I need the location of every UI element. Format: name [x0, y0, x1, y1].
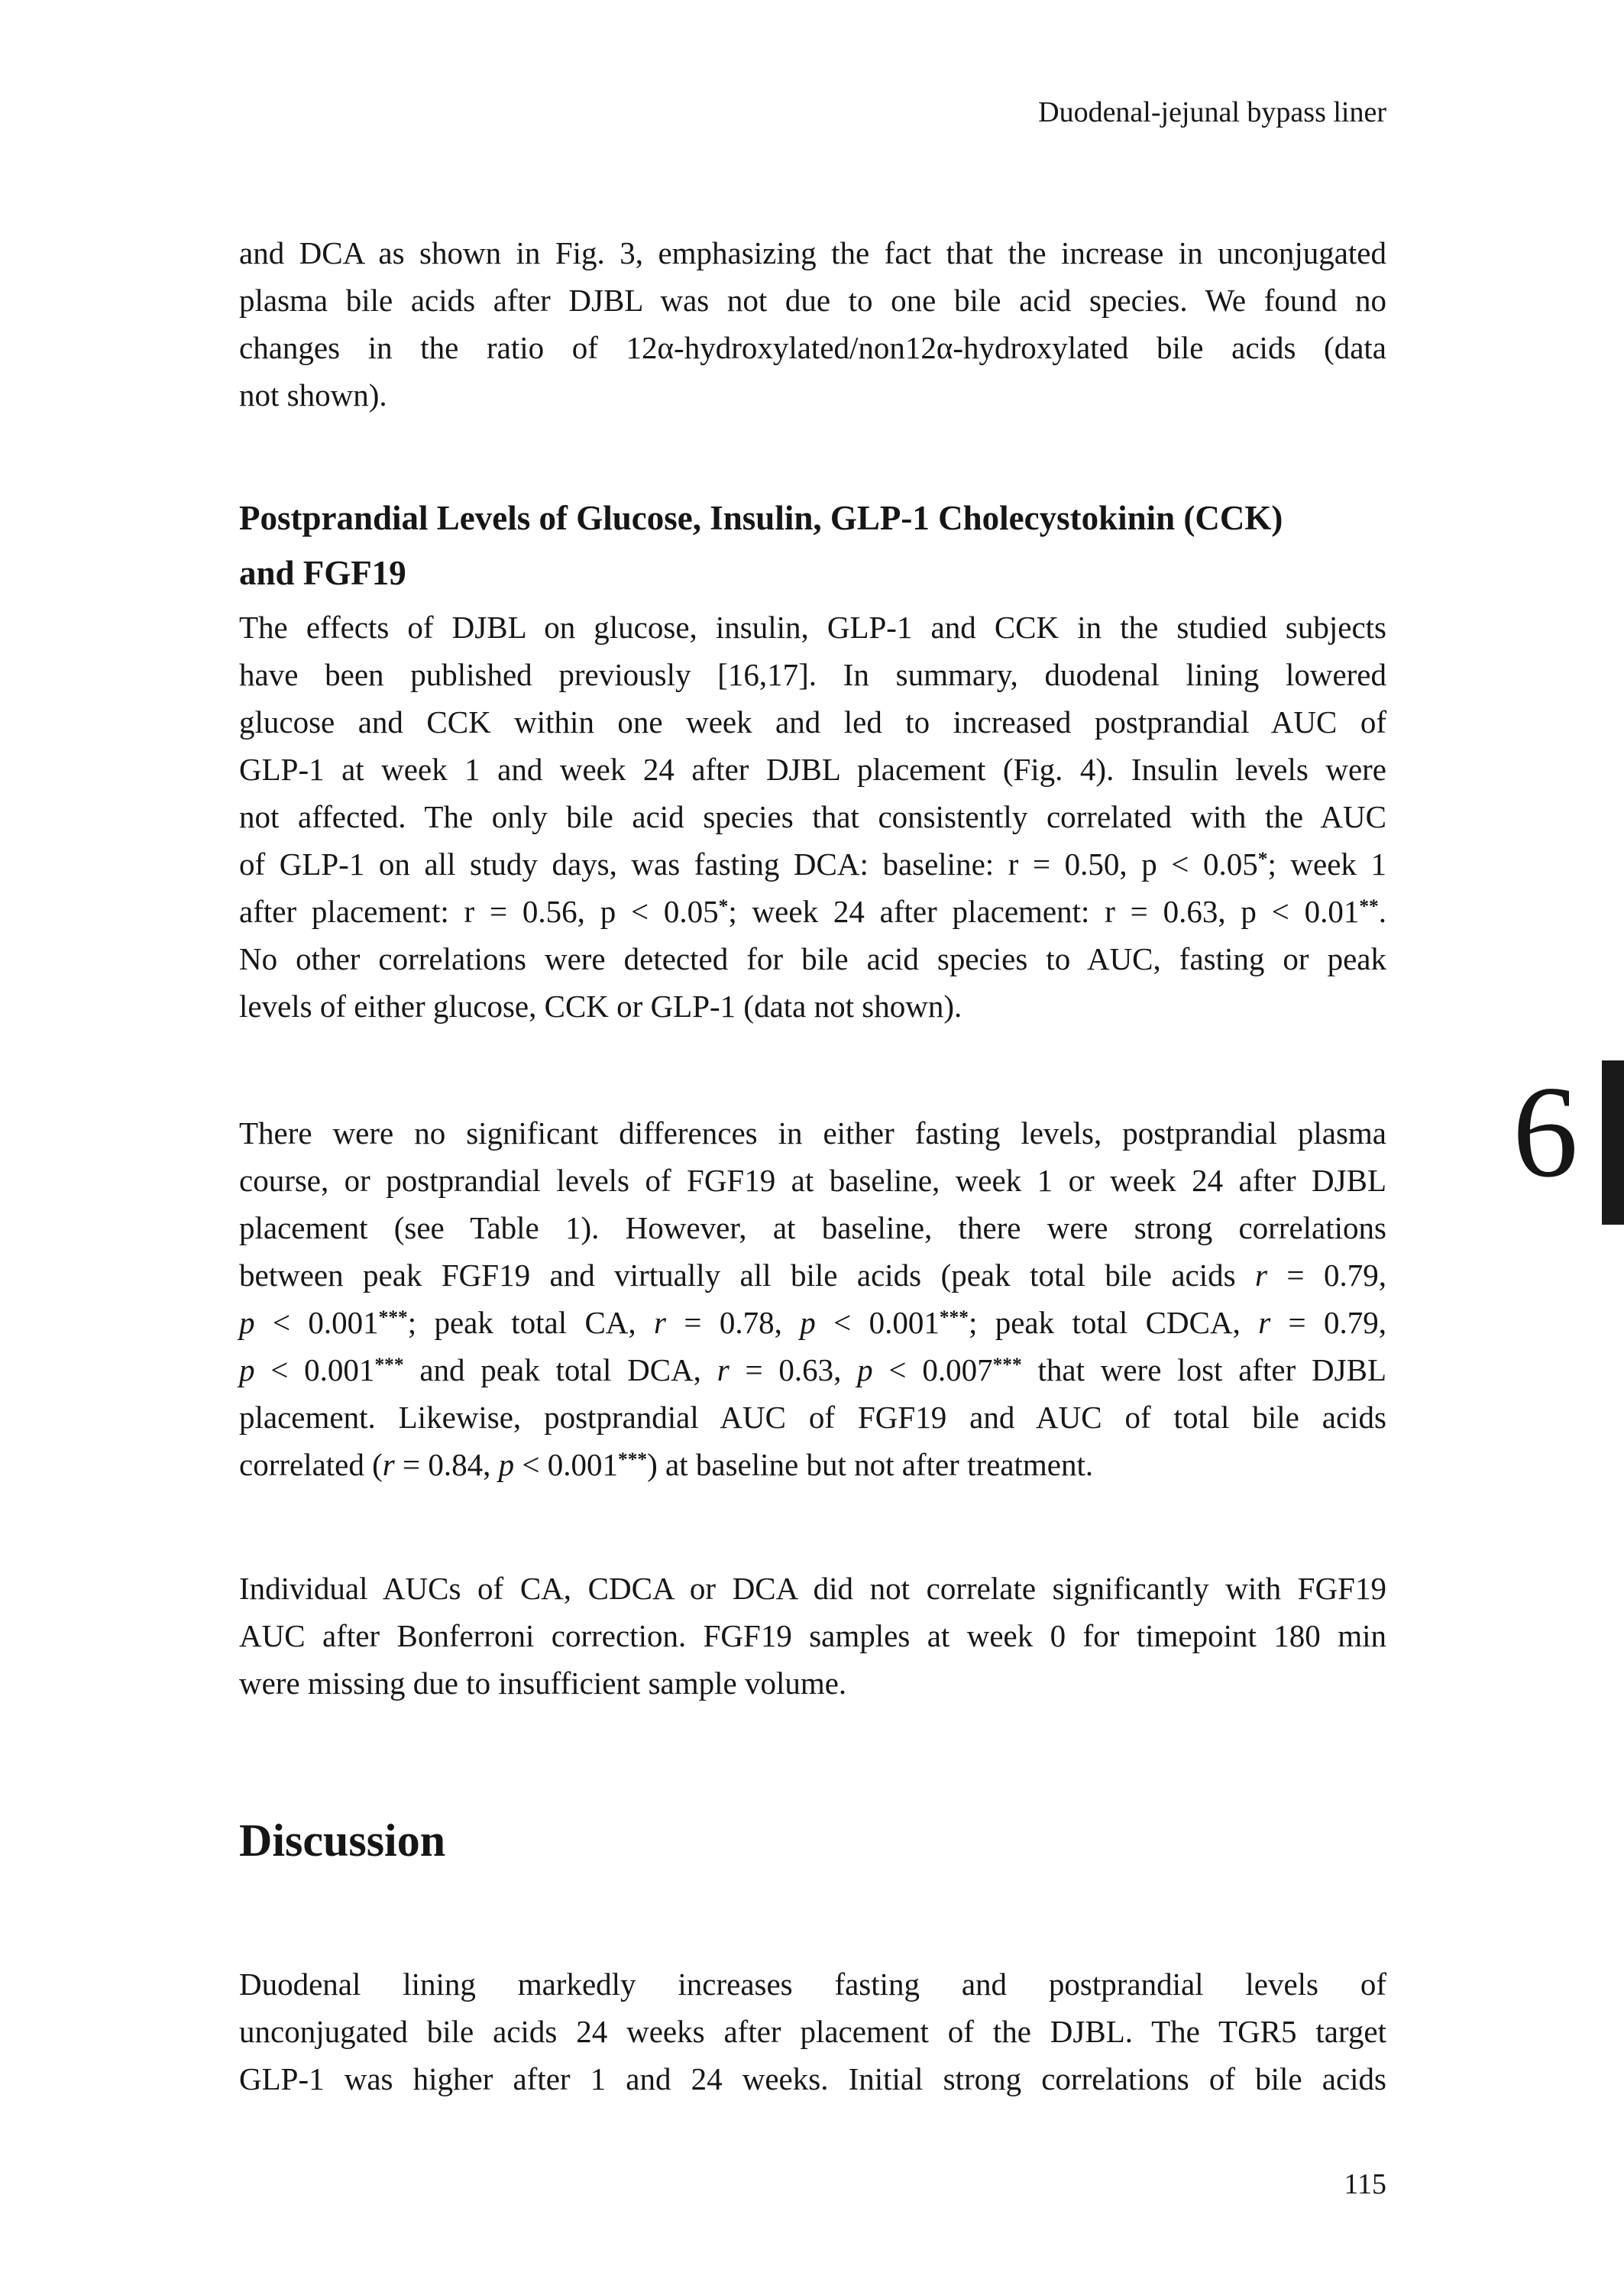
text-line: Individual AUCs of CA, CDCA or DCA did not correlate significantly with FGF19 — [239, 1571, 1386, 1606]
text-line: course, or postprandial levels of FGF19 at baseline, week 1 or week 24 after DJBL — [239, 1163, 1386, 1198]
text-line: and FGF19 — [239, 554, 406, 592]
body-paragraph-5 — [239, 1960, 1386, 2103]
text-line: correlated (r = 0.84, p < 0.001***) at baseline but not after treatment. — [239, 1447, 1094, 1482]
text-line: between peak FGF19 and virtually all bile acids (peak total bile acids r = 0.79, — [239, 1258, 1386, 1293]
text-line: glucose and CCK within one week and led to increased postprandial AUC of — [239, 704, 1386, 740]
text-line: p < 0.001***; peak total CA, r = 0.78, p < 0.001***; peak total CDCA, r = 0.79, — [239, 1305, 1387, 1340]
text-line: Postprandial Levels of Glucose, Insulin, GLP-1 Cholecystokinin (CCK) — [239, 499, 1283, 537]
body-paragraph-3 — [239, 1109, 1386, 1488]
text-line: There were no significant differences in either fasting levels, postprandial plasma — [239, 1115, 1386, 1151]
text-line: Duodenal lining markedly increases fasting and postprandial levels of — [239, 1967, 1386, 2002]
text-line: were missing due to insufficient sample volume. — [239, 1666, 847, 1701]
chapter-tab-marker — [1602, 1060, 1624, 1225]
text-line: The effects of DJBL on glucose, insulin, GLP-1 and CCK in the studied subjects — [239, 610, 1386, 645]
text-line: not shown). — [239, 377, 387, 413]
text-line: not affected. The only bile acid species that consistently correlated with the AUC — [239, 799, 1386, 834]
text-line: placement. Likewise, postprandial AUC of FGF19 and AUC of total bile acids — [239, 1400, 1386, 1435]
text-line: GLP-1 was higher after 1 and 24 weeks. Initial strong correlations of bile acids — [239, 2061, 1386, 2096]
body-paragraph-1 — [239, 229, 1386, 419]
text-line: No other correlations were detected for bile acid species to AUC, fasting or peak — [239, 941, 1386, 976]
text-line: placement (see Table 1). However, at baseline, there were strong correlations — [239, 1210, 1386, 1245]
section-heading-postprandial — [239, 490, 1386, 601]
chapter-number: 6 — [1512, 1060, 1578, 1205]
text-line: changes in the ratio of 12α-hydroxylated/non12α-hydroxylated bile acids (data — [239, 330, 1386, 365]
text-line: have been published previously [16,17]. In summary, duodenal lining lowered — [239, 657, 1386, 692]
body-paragraph-4 — [239, 1565, 1386, 1707]
body-paragraph-2 — [239, 604, 1386, 1030]
text-line: GLP-1 at week 1 and week 24 after DJBL placement (Fig. 4). Insulin levels were — [239, 752, 1386, 787]
discussion-heading: Discussion — [239, 1815, 446, 1866]
text-line: plasma bile acids after DJBL was not due to one bile acid species. We found no — [239, 283, 1386, 318]
text-line: unconjugated bile acids 24 weeks after placement of the DJBL. The TGR5 target — [239, 2014, 1386, 2049]
text-line: of GLP-1 on all study days, was fasting DCA: baseline: r = 0.50, p < 0.05*; week 1 — [239, 847, 1386, 882]
running-header: Duodenal-jejunal bypass liner — [1038, 96, 1386, 128]
text-line: levels of either glucose, CCK or GLP-1 (data not shown). — [239, 989, 962, 1024]
page-number: 115 — [1344, 2168, 1386, 2200]
text-line: AUC after Bonferroni correction. FGF19 samples at week 0 for timepoint 180 min — [239, 1618, 1386, 1653]
text-line: p < 0.001*** and peak total DCA, r = 0.63, p < 0.007*** that were lost after DJBL — [239, 1352, 1387, 1387]
text-line: after placement: r = 0.56, p < 0.05*; week 24 after placement: r = 0.63, p < 0.01**. — [239, 894, 1386, 929]
text-line: and DCA as shown in Fig. 3, emphasizing the fact that the increase in unconjugated — [239, 235, 1386, 270]
